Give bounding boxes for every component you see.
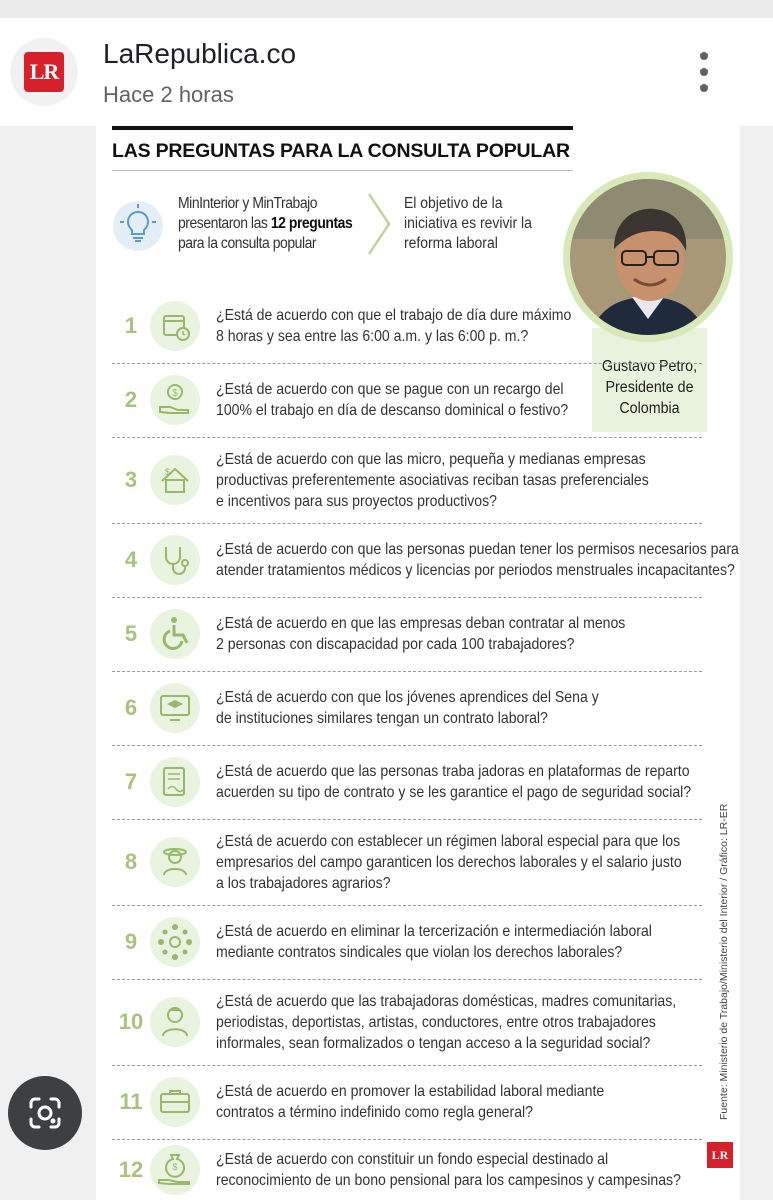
question-line: contratos a término indefinido como regla general?: [216, 1104, 533, 1121]
question-line: ¿Está de acuerdo con constituir un fondo especial destinado al: [216, 1150, 609, 1168]
question-text: [216, 449, 649, 512]
question-text: [216, 921, 652, 963]
more-options-icon[interactable]: [690, 52, 718, 92]
worker-woman-icon: [150, 997, 200, 1047]
title-rule: [112, 170, 573, 171]
source-credit: Fuente: Ministerio de Trabajo/Ministerio del Interior / Gráfico: LR-ER: [718, 803, 730, 1120]
question-line: productivas preferentemente asociativas reciban tasas preferenciales: [216, 471, 649, 489]
question-line: ¿Está de acuerdo que las personas traba jadoras en plataformas de reparto: [216, 763, 690, 780]
question-line: acuerden su tipo de contrato y se les garantice el pago de seguridad social?: [216, 784, 692, 801]
briefcase-icon: [150, 1077, 200, 1127]
question-text: [216, 831, 682, 894]
calendar-clock-icon: [150, 301, 200, 351]
chevron-right-icon: [366, 192, 392, 256]
question-number: 5: [124, 621, 138, 646]
question-number: 11: [119, 1089, 143, 1114]
graduation-monitor-icon: [150, 683, 200, 733]
question-line: 2 personas con discapacidad por cada 100 trabajadores?: [216, 636, 575, 653]
person-caption: Gustavo Petro, Presidente de Colombia: [601, 358, 698, 417]
question-text: [216, 379, 568, 421]
question-line: reconocimiento de un bono pensional para los campesinos y campesinas?: [216, 1171, 681, 1189]
question-number: 4: [124, 547, 138, 572]
question-text: [216, 1081, 604, 1123]
question-row: [112, 1139, 702, 1200]
question-row: [112, 979, 702, 1065]
question-line: ¿Está de acuerdo en que las empresas deban contratar al menos: [216, 615, 626, 632]
question-line: ¿Está de acuerdo que las trabajadoras domésticas, madres comunitarias,: [216, 992, 677, 1010]
intro-bold: 12 preguntas: [270, 215, 353, 232]
question-text: [216, 305, 571, 347]
question-text: [216, 539, 739, 581]
source-logo[interactable]: [10, 38, 78, 106]
question-line: atender tratamientos médicos y licencias por periodos menstruales incapacitantes?: [216, 562, 735, 579]
question-row: [112, 1065, 702, 1139]
question-line: informales, sean formalizados o tengan acceso a la seguridad social?: [216, 1034, 651, 1052]
question-line: a los trabajadores agrarios?: [216, 874, 391, 892]
lens-icon: [25, 1093, 65, 1133]
publish-time: Hace 2 horas: [103, 82, 234, 107]
status-bar: [0, 0, 773, 18]
google-lens-button[interactable]: [8, 1076, 82, 1150]
infographic-image: [96, 126, 740, 1200]
farmer-icon: [150, 837, 200, 887]
question-text: [216, 991, 676, 1054]
lr-badge-icon: LR: [707, 1142, 733, 1168]
question-line: e incentivos para sus proyectos productivos?: [216, 492, 497, 510]
question-number: 2: [124, 387, 138, 412]
question-line: ¿Está de acuerdo con establecer un régimen laboral especial para que los: [216, 832, 681, 850]
question-row: [112, 671, 702, 745]
question-row: [112, 437, 702, 523]
wheelchair-icon: [150, 609, 200, 659]
question-row: [112, 289, 702, 363]
question-text: [216, 613, 625, 655]
question-number: 9: [124, 929, 138, 954]
question-number: 12: [118, 1156, 144, 1182]
objective-text: El objetivo de la iniciativa es revivir la reforma laboral: [404, 195, 532, 252]
question-line: ¿Está de acuerdo con que los jóvenes aprendices del Sena y: [216, 689, 599, 706]
svg-text:$: $: [172, 388, 178, 399]
question-number: 1: [124, 313, 138, 338]
question-row: [112, 819, 702, 905]
question-row: [112, 363, 702, 437]
question-line: empresarios del campo garanticen los derechos laborales y el salario justo: [216, 853, 682, 871]
question-row: [112, 523, 739, 597]
question-text: [216, 761, 691, 803]
money-bag-hand-icon: [150, 1145, 200, 1195]
lr-logo-icon: LR: [24, 52, 64, 92]
question-number: 10: [118, 1009, 144, 1034]
infographic-title: LAS PREGUNTAS PARA LA CONSULTA POPULAR: [112, 140, 570, 162]
question-row: [112, 597, 702, 671]
question-number: 7: [124, 769, 138, 794]
house-dollar-icon: [150, 455, 200, 505]
question-number: 8: [124, 849, 138, 874]
article-header: [0, 18, 773, 126]
question-line: 8 horas y sea entre las 6:00 a.m. y las 6:00 p. m.?: [216, 328, 529, 345]
intro-text: MinInterior y MinTrabajo presentaron las 12 preguntas para la consulta popular: [178, 195, 353, 252]
question-line: de instituciones similares tengan un contrato laboral?: [216, 710, 548, 727]
network-people-icon: [150, 917, 200, 967]
svg-text:$: $: [165, 467, 171, 477]
question-line: ¿Está de acuerdo con que las micro, pequeña y medianas empresas: [216, 450, 646, 468]
question-text: [216, 1149, 681, 1191]
hand-coin-icon: [150, 375, 200, 425]
question-number: 3: [124, 467, 138, 492]
question-line: ¿Está de acuerdo con que las personas puedan tener los permisos necesarios para: [216, 541, 739, 558]
stethoscope-icon: [150, 535, 200, 585]
question-text: [216, 687, 599, 729]
svg-text:$: $: [172, 1161, 178, 1172]
contract-icon: [150, 757, 200, 807]
lightbulb-icon: [112, 200, 164, 252]
question-line: ¿Está de acuerdo con que el trabajo de día dure máximo: [216, 307, 572, 324]
title-topbar: [112, 126, 573, 130]
source-name[interactable]: LaRepublica.co: [103, 38, 297, 69]
question-line: periodistas, deportistas, artistas, conductores, entre otros trabajadores: [216, 1013, 656, 1031]
question-line: ¿Está de acuerdo en promover la estabilidad laboral mediante: [216, 1083, 605, 1100]
question-line: 100% el trabajo en día de descanso dominical o festivo?: [216, 402, 569, 419]
question-row: [112, 905, 702, 979]
question-line: mediante contratos sindicales que violan los derechos laborales?: [216, 944, 623, 961]
question-line: ¿Está de acuerdo en eliminar la tercerización e intermediación laboral: [216, 923, 652, 940]
question-line: ¿Está de acuerdo con que se pague con un recargo del: [216, 381, 564, 398]
question-number: 6: [124, 695, 138, 720]
question-row: [112, 745, 702, 819]
